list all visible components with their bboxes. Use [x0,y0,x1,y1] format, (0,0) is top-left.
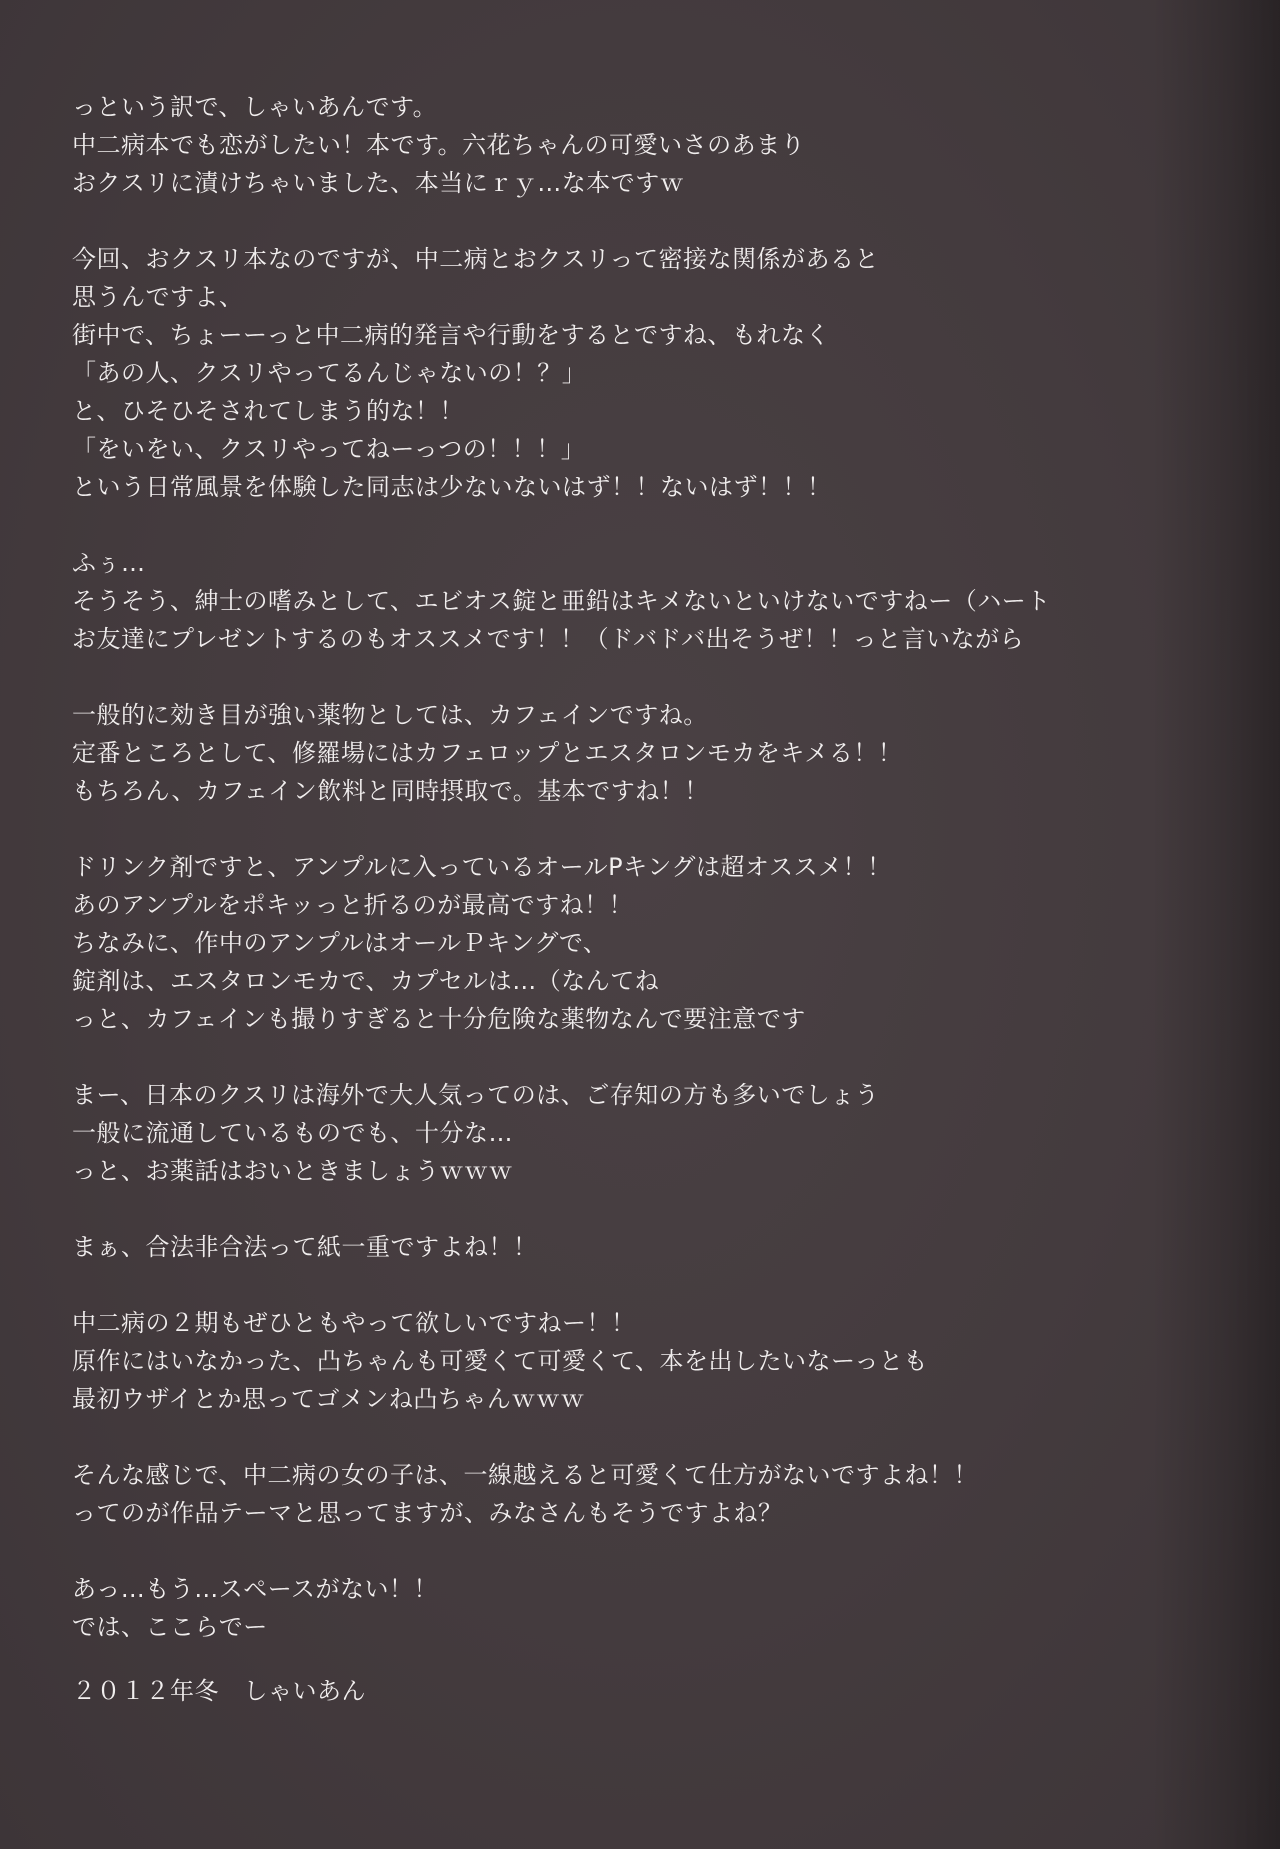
paragraph-gap [72,1532,1222,1570]
paragraph-gap [72,810,1222,848]
text-line: っという訳で、しゃいあんです。 [72,93,438,121]
text-line: という日常風景を体験した同志は少ないないはず！！ないはず！！！ [72,473,832,501]
text-line: 思うんですよ、 [72,283,244,311]
paragraph [72,1076,1222,1190]
paragraph [72,696,1222,810]
paragraph [72,1304,1222,1418]
text-line: 「をいをい、クスリやってねーっつの！！！」 [72,435,586,463]
text-line: 街中で、ちょーーっと中二病的発言や行動をするとですね、もれなく [72,321,831,349]
text-line: 今回、おクスリ本なのですが、中二病とおクスリって密接な関係があると [72,245,880,273]
paragraph [72,88,1222,202]
paragraph-gap [72,506,1222,544]
paragraph-gap [72,202,1222,240]
text-line: あのアンプルをポキッっと折るのが最高ですね！！ [72,891,634,919]
paragraph-gap [72,1266,1222,1304]
text-line: 定番ところとして、修羅場にはカフェロップとエスタロンモカをキメる！！ [72,739,903,767]
text-line: おクスリに漬けちゃいました、本当にｒｙ…な本ですｗ [72,169,685,197]
text-line: もちろん、カフェイン飲料と同時摂取で。基本ですね！！ [72,777,709,805]
text-line: 一般的に効き目が強い薬物としては、カフェインですね。 [72,701,708,729]
text-line: ふぅ… [72,549,146,577]
text-line: そうそう、紳士の嗜みとして、エビオス錠と亜鉛はキメないといけないですねー（ハート [72,587,1051,615]
text-line: っと、お薬話はおいときましょうｗｗｗ [72,1157,513,1185]
paragraph [72,848,1222,1038]
paragraph [72,544,1222,658]
paragraph [72,1570,1222,1646]
text-line: まー、日本のクスリは海外で大人気ってのは、ご存知の方も多いでしょう [72,1081,880,1109]
text-line: お友達にプレゼントするのもオススメです！！（ドバドバ出そうぜ！！っと言いながら [72,625,1025,653]
text-line: ちなみに、作中のアンプルはオールＰキングで、 [72,929,608,957]
text-line: ドリンク剤ですと、アンプルに入っているオールPキングは超オススメ！！ [72,853,892,881]
paragraph [72,1456,1222,1532]
text-line: っと、カフェインも撮りすぎると十分危険な薬物なんで要注意です [72,1005,806,1033]
text-line: 「あの人、クスリやってるんじゃないの！？」 [72,359,587,387]
text-line: あっ…もう…スペースがない！！ [72,1575,439,1603]
text-line: 錠剤は、エスタロンモカで、カプセルは…（なんてね [72,967,660,995]
text-line: そんな感じで、中二病の女の子は、一線越えると可愛くて仕方がないですよね！！ [72,1461,979,1489]
paragraph-gap [72,1038,1222,1076]
text-line: 中二病の２期もぜひともやって欲しいですねー！！ [72,1309,636,1337]
afterword-text [72,88,1222,1646]
paragraph-gap [72,1190,1222,1228]
signature: ２０１２年冬 しゃいあん [72,1677,366,1705]
text-line: と、ひそひそされてしまう的な！！ [72,397,464,425]
text-line: まぁ、合法非合法って紙一重ですよね！！ [72,1233,538,1261]
paragraph [72,1228,1222,1266]
text-line: ってのが作品テーマと思ってますが、みなさんもそうですよね？ [72,1499,783,1527]
paragraph-gap [72,658,1222,696]
text-line: 原作にはいなかった、凸ちゃんも可愛くて可愛くて、本を出したいなーっとも [72,1347,929,1375]
text-line: 最初ウザイとか思ってゴメンね凸ちゃんｗｗｗ [72,1385,585,1413]
text-line: では、ここらでー [72,1613,268,1641]
text-line: 中二病本でも恋がしたい！本です。六花ちゃんの可愛いさのあまり [72,131,806,159]
text-line: 一般に流通しているものでも、十分な… [72,1119,513,1147]
paragraph [72,240,1222,506]
paragraph-gap [72,1418,1222,1456]
